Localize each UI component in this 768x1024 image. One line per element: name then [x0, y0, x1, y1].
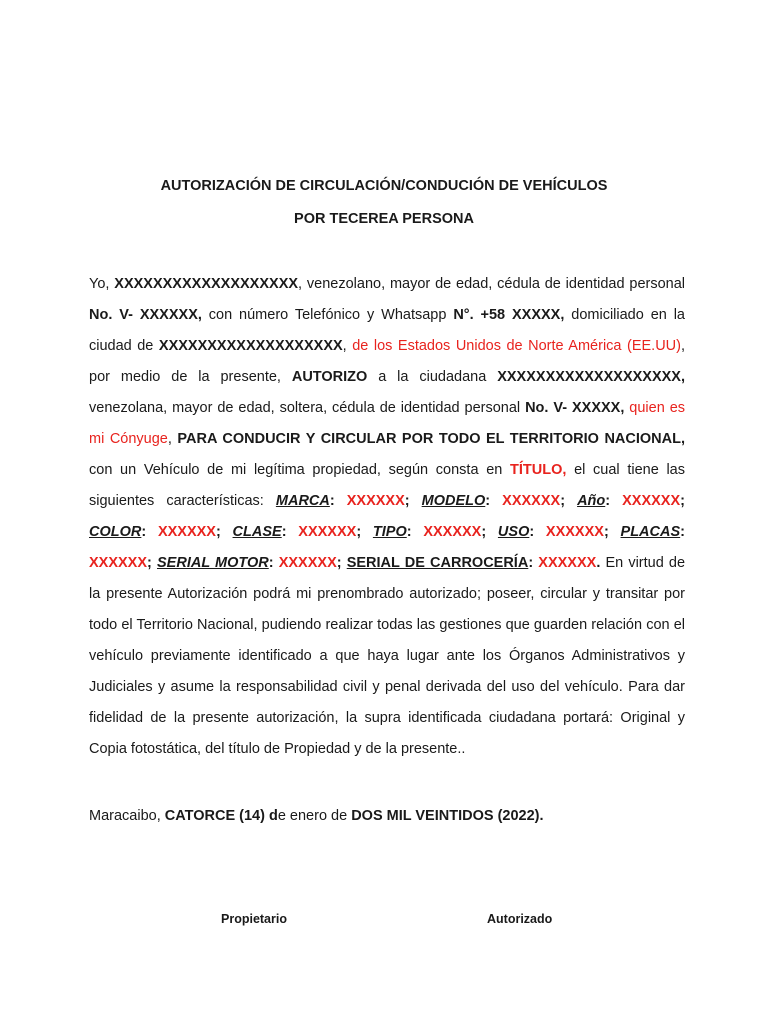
field-separator: ;	[603, 524, 621, 540]
authorize-keyword: AUTORIZO	[291, 369, 368, 385]
field-colon: :	[329, 493, 347, 509]
owner-id-number: No. V- XXXXXX,	[89, 307, 202, 323]
text-segment: venezolana, mayor de edad, soltera, cédula de identidad personal	[89, 400, 526, 416]
text-segment: En virtud de la presente Autorización podrá mi prenombrado autorizado; poseer, circular y transitar por todo el Territorio Nacional, pudiendo realizar todas las gestiones que guarden relación con el vehículo previamente identificado a que haya lugar ante los Órganos Administrativos y Judiciales y asume la responsabilidad civil y penal derivada del uso del vehículo. Para dar fidelidad de la presente autorización, la supra identificada ciudadana portará: Original y Copia fotostática, del título de Propiedad y de la presente..	[89, 555, 686, 757]
text-segment: el cual tiene las siguientes características:	[89, 462, 685, 509]
text-segment: Yo,	[89, 276, 115, 292]
text-segment: a la ciudadana	[367, 369, 498, 385]
signature-label-authorized: Autorizado	[487, 912, 553, 926]
field-label-serial-carroceria: SERIAL DE CARROCERÍA	[346, 555, 529, 571]
relationship: quien es mi Cónyuge	[89, 400, 686, 447]
authorized-id-number: No. V- XXXXX,	[525, 400, 625, 416]
place-and-date	[89, 803, 544, 829]
field-label-uso: USO	[497, 524, 530, 540]
place: Maracaibo,	[89, 808, 165, 824]
field-label-ano: Año	[577, 493, 606, 509]
field-value-marca: XXXXXX	[346, 493, 405, 509]
field-value-serial-carroceria: XXXXXX	[538, 555, 597, 571]
title-document-ref: TÍTULO,	[510, 462, 567, 478]
text-segment: con número Telefónico y Whatsapp	[201, 307, 454, 323]
text-segment: ,	[342, 338, 353, 354]
field-value-ano: XXXXXX	[622, 493, 681, 509]
field-label-marca: MARCA	[275, 493, 330, 509]
field-value-uso: XXXXXX	[545, 524, 604, 540]
document-title-line-2: POR TECEREA PERSONA	[294, 211, 474, 227]
owner-city: XXXXXXXXXXXXXXXXXXX	[158, 338, 343, 354]
owner-country: de los Estados Unidos de Norte América (EE.UU)	[352, 338, 681, 354]
text-segment: con un Vehículo de mi legítima propiedad, según consta en	[89, 462, 511, 478]
date-year: DOS MIL VEINTIDOS (2022).	[351, 808, 544, 824]
field-value-modelo: XXXXXX	[502, 493, 561, 509]
field-separator: ;	[147, 555, 157, 571]
field-separator: ;	[404, 493, 422, 509]
field-label-modelo: MODELO	[421, 493, 486, 509]
field-label-color: COLOR	[89, 524, 142, 540]
field-label-tipo: TIPO	[372, 524, 407, 540]
field-separator: ;	[336, 555, 347, 571]
owner-name: XXXXXXXXXXXXXXXXXXX	[114, 276, 299, 292]
field-colon: :	[528, 555, 539, 571]
text-segment: ,	[167, 431, 178, 447]
field-separator: ;	[481, 524, 498, 540]
document-title-line-1: AUTORIZACIÓN DE CIRCULACIÓN/CONDUCIÓN DE VEHÍCULOS	[160, 178, 608, 194]
field-terminator: .	[596, 555, 601, 571]
field-colon: :	[281, 524, 299, 540]
field-label-clase: CLASE	[232, 524, 282, 540]
field-separator: ;	[560, 493, 578, 509]
field-separator: ;	[215, 524, 233, 540]
field-separator: ;	[356, 524, 373, 540]
field-colon: :	[485, 493, 503, 509]
field-value-color: XXXXXX	[157, 524, 216, 540]
field-colon: :	[605, 493, 623, 509]
field-value-tipo: XXXXXX	[423, 524, 482, 540]
field-colon: :	[406, 524, 424, 540]
text-segment: , por medio de la presente,	[89, 338, 686, 385]
text-segment: , venezolano, mayor de edad, cédula de identidad personal	[298, 276, 685, 292]
owner-phone: N°. +58 XXXXX,	[453, 307, 565, 323]
field-label-serial-motor: SERIAL MOTOR	[157, 555, 269, 571]
field-value-placas: XXXXXX	[89, 555, 148, 571]
text-segment: domiciliado en la ciudad de	[89, 307, 686, 354]
authorized-name: XXXXXXXXXXXXXXXXXXX,	[497, 369, 686, 385]
date-day: CATORCE (14) d	[164, 808, 278, 824]
field-separator: ;	[680, 493, 685, 509]
authorization-paragraph	[89, 269, 685, 765]
field-value-serial-motor: XXXXXX	[278, 555, 337, 571]
field-colon: :	[680, 524, 685, 540]
date-month: e enero de	[277, 808, 352, 824]
field-label-placas: PLACAS	[620, 524, 681, 540]
field-colon: :	[268, 555, 279, 571]
authorization-scope: PARA CONDUCIR Y CIRCULAR POR TODO EL TERRITORIO NACIONAL,	[177, 431, 685, 447]
signature-label-owner: Propietario	[221, 912, 287, 926]
field-colon: :	[141, 524, 158, 540]
field-value-clase: XXXXXX	[298, 524, 357, 540]
field-colon: :	[529, 524, 546, 540]
